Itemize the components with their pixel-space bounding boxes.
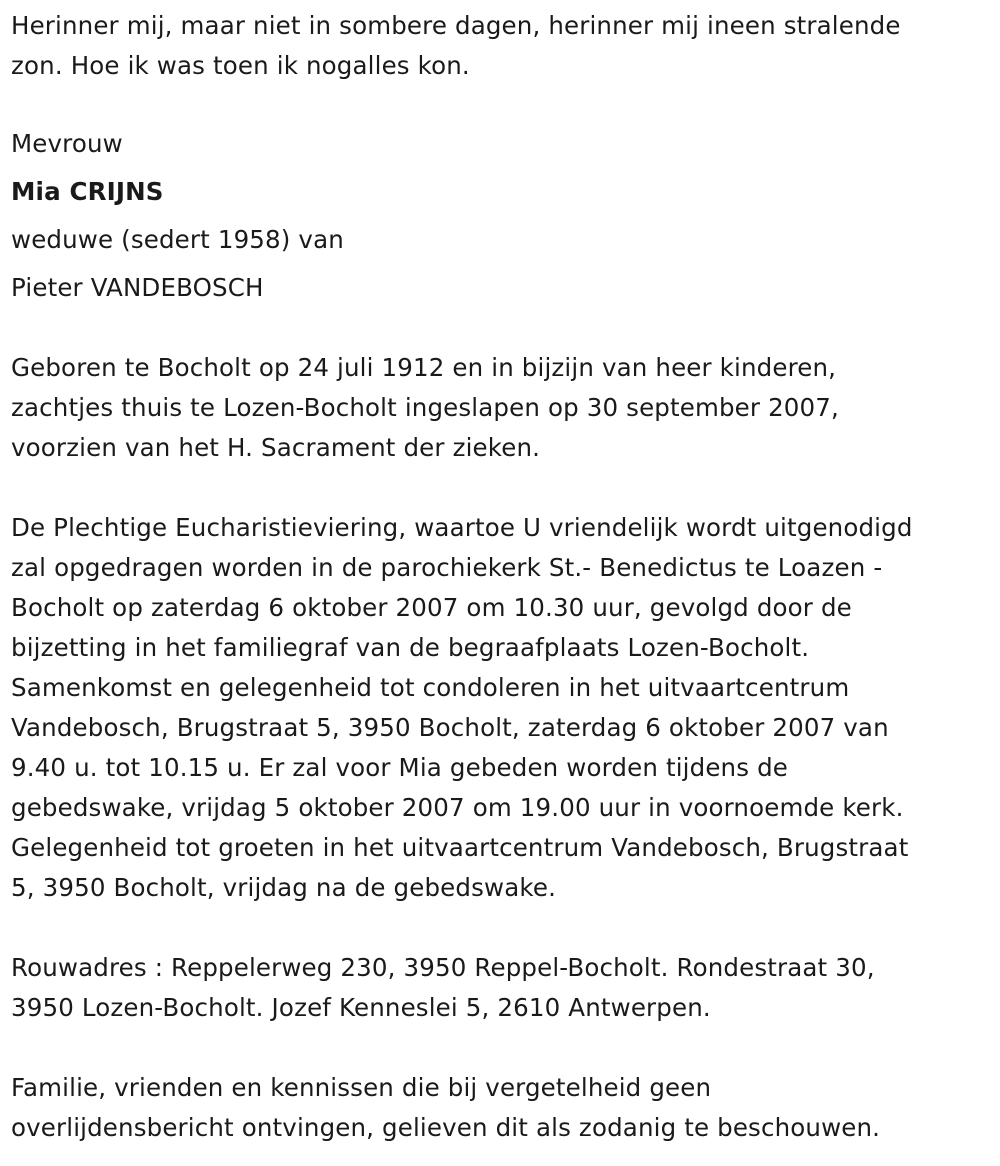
paragraph-line: zachtjes thuis te Lozen-Bocholt ingeslapen op 30 september 2007, <box>11 393 839 422</box>
ceremony-paragraph <box>11 508 996 908</box>
opening-verse <box>11 6 996 86</box>
paragraph-line: Familie, vrienden en kennissen die bij vergetelheid geen <box>11 1073 712 1102</box>
paragraph-line: Gelegenheid tot groeten in het uitvaartcentrum Vandebosch, Brugstraat <box>11 833 909 862</box>
closing-paragraph <box>11 1068 996 1148</box>
paragraph-line: Rouwadres : Reppelerweg 230, 3950 Reppel-Bocholt. Rondestraat 30, <box>11 953 875 982</box>
paragraph-line: 5, 3950 Bocholt, vrijdag na de gebedswake. <box>11 873 557 902</box>
paragraph-line: Bocholt op zaterdag 6 oktober 2007 om 10.30 uur, gevolgd door de <box>11 593 852 622</box>
paragraph-line: zal opgedragen worden in de parochiekerk St.- Benedictus te Loazen - <box>11 553 883 582</box>
deceased-block <box>11 124 996 308</box>
deceased-name: Mia CRIJNS <box>11 177 164 206</box>
birth-death-paragraph <box>11 348 996 468</box>
paragraph-line: gebedswake, vrijdag 5 oktober 2007 om 19.00 uur in voornoemde kerk. <box>11 793 904 822</box>
verse-line: Herinner mij, maar niet in sombere dagen, herinner mij ineen stralende <box>11 11 901 40</box>
paragraph-line: bijzetting in het familiegraf van de begraafplaats Lozen-Bocholt. <box>11 633 810 662</box>
address-paragraph <box>11 948 996 1028</box>
widow-of-line: weduwe (sedert 1958) van <box>11 225 344 254</box>
verse-line: zon. Hoe ik was toen ik nogalles kon. <box>11 51 470 80</box>
obituary-document <box>11 6 996 1148</box>
paragraph-line: voorzien van het H. Sacrament der zieken. <box>11 433 541 462</box>
paragraph-line: overlijdensbericht ontvingen, gelieven dit als zodanig te beschouwen. <box>11 1113 881 1142</box>
deceased-title: Mevrouw <box>11 129 123 158</box>
paragraph-line: 9.40 u. tot 10.15 u. Er zal voor Mia gebeden worden tijdens de <box>11 753 789 782</box>
paragraph-line: Geboren te Bocholt op 24 juli 1912 en in bijzijn van heer kinderen, <box>11 353 837 382</box>
paragraph-line: Samenkomst en gelegenheid tot condoleren in het uitvaartcentrum <box>11 673 850 702</box>
spouse-name: Pieter VANDEBOSCH <box>11 273 264 302</box>
paragraph-line: Vandebosch, Brugstraat 5, 3950 Bocholt, zaterdag 6 oktober 2007 van <box>11 713 889 742</box>
paragraph-line: De Plechtige Eucharistieviering, waartoe U vriendelijk wordt uitgenodigd <box>11 513 913 542</box>
paragraph-line: 3950 Lozen-Bocholt. Jozef Kenneslei 5, 2610 Antwerpen. <box>11 993 711 1022</box>
